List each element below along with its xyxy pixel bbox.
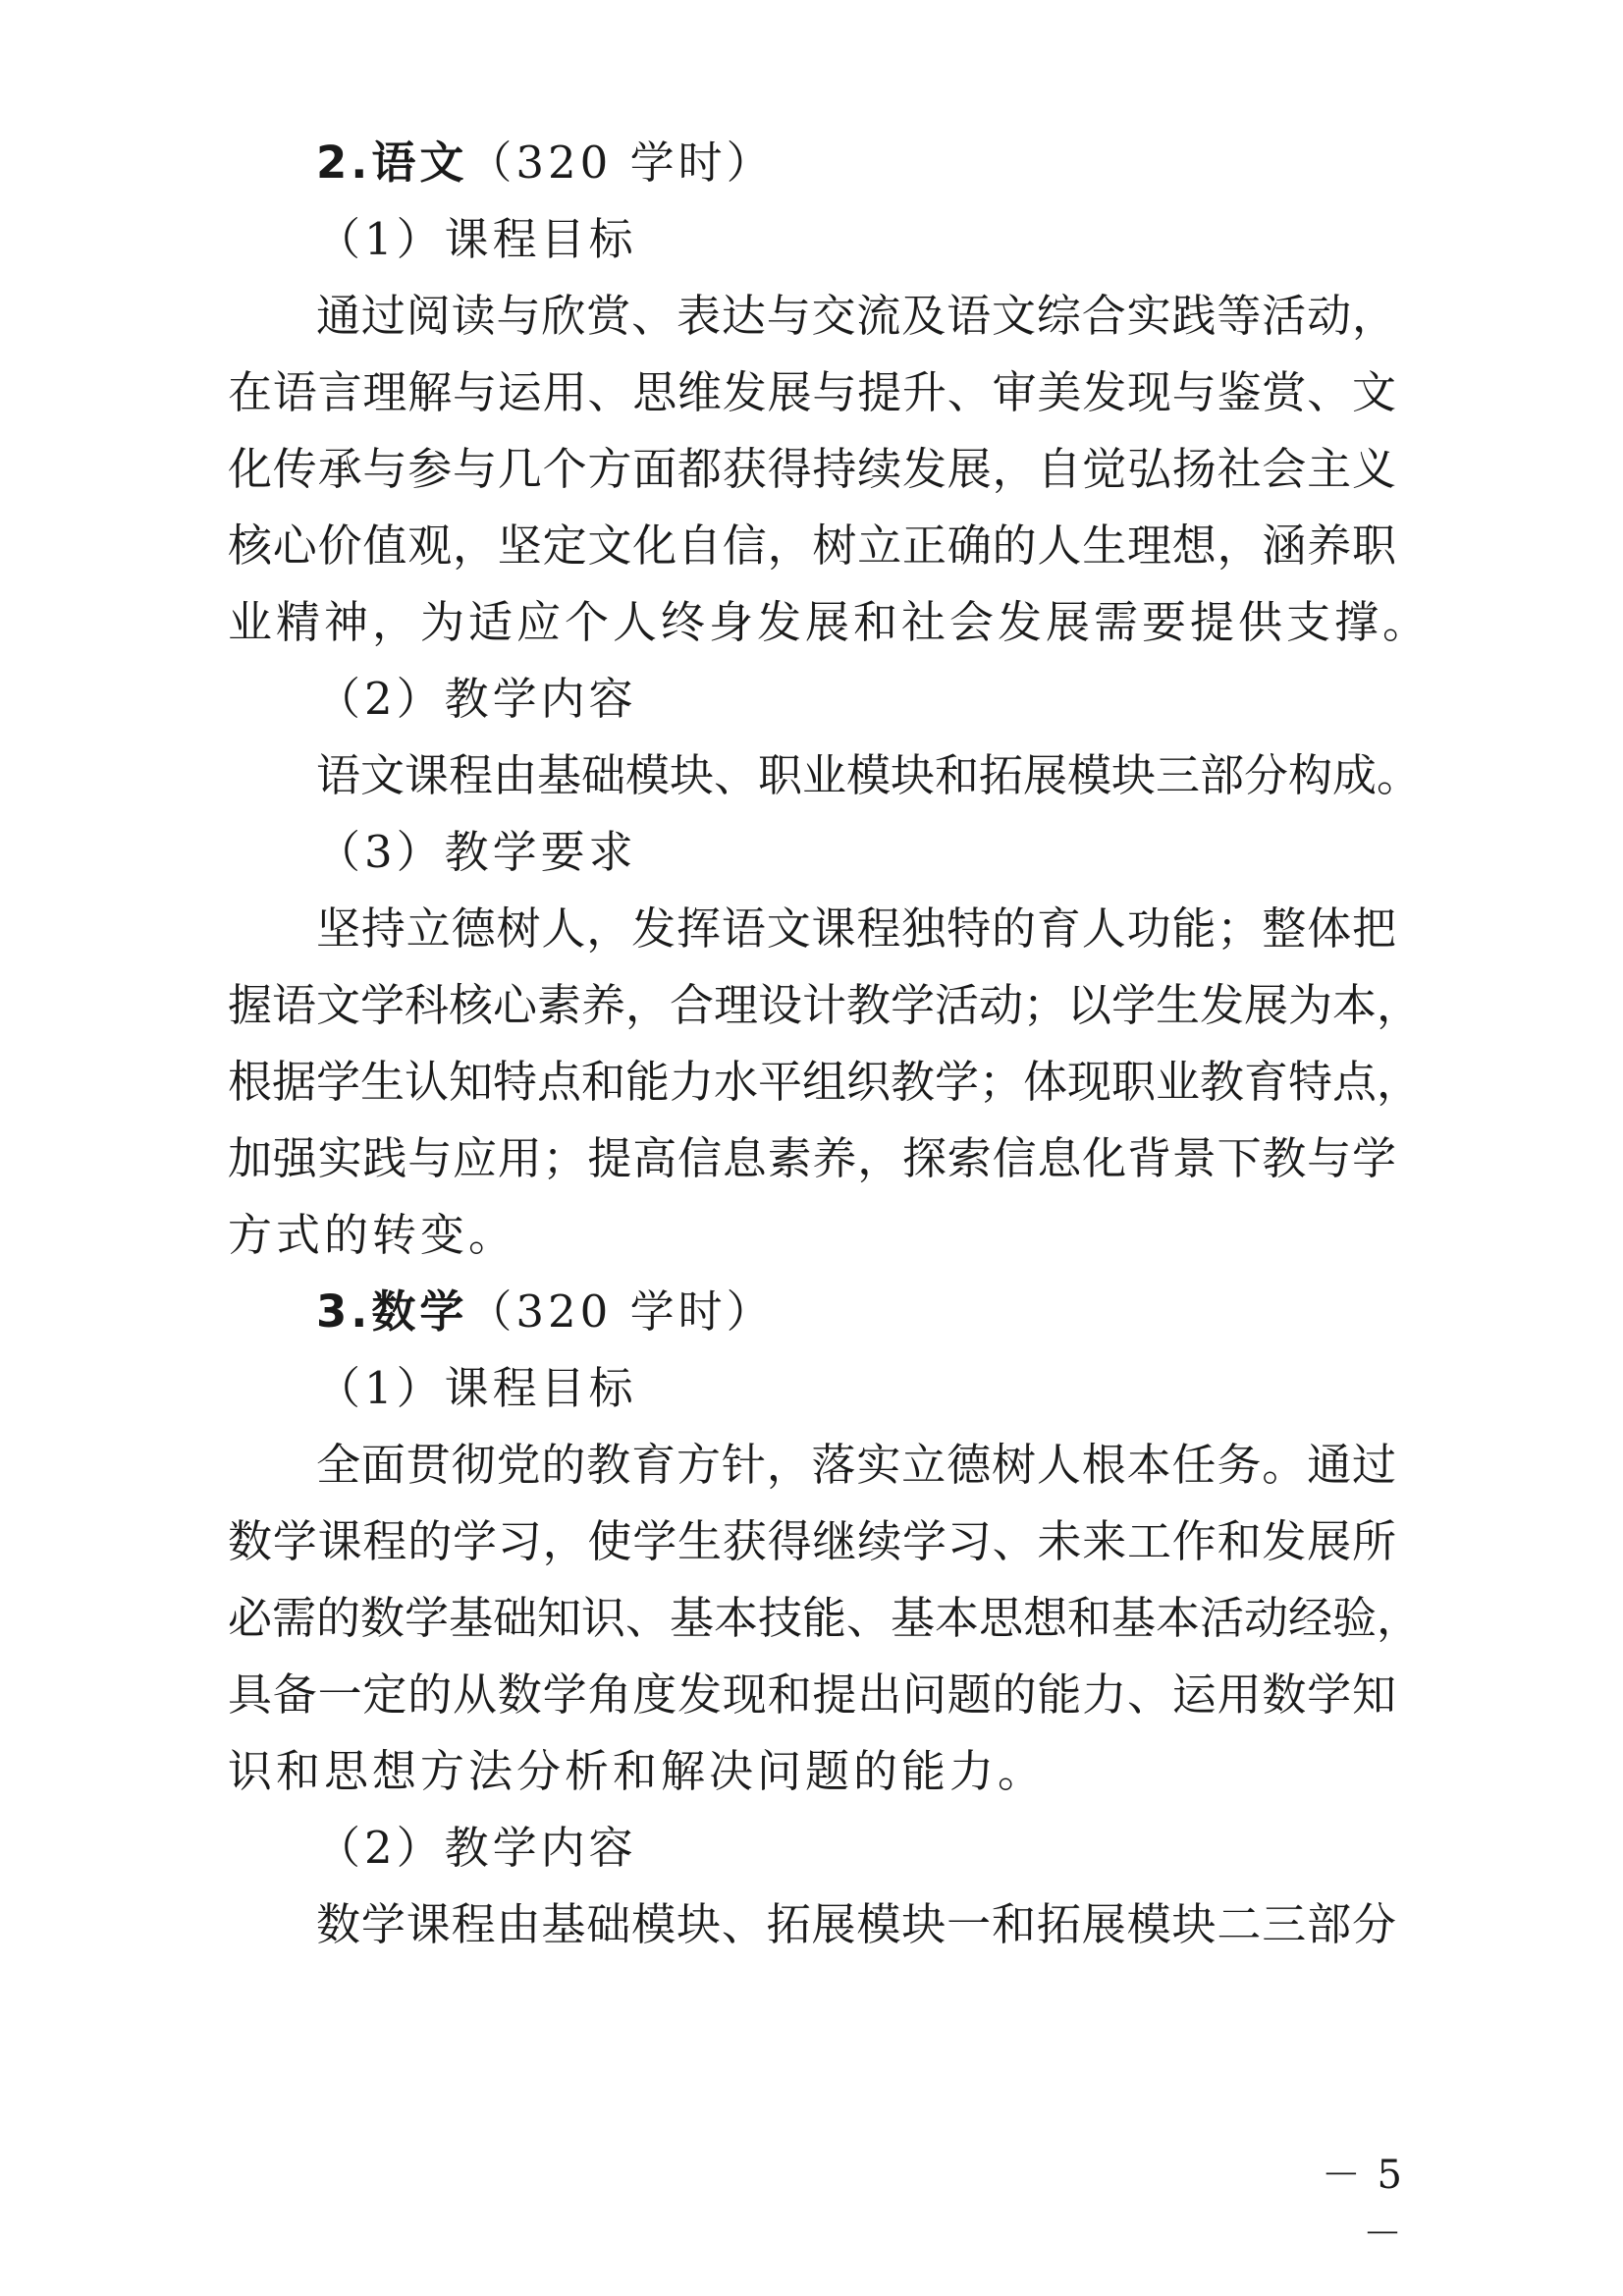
paragraph-line: 识和思想方法分析和解决问题的能力。 bbox=[228, 1745, 1047, 1797]
subheading-teaching-content: （2）教学内容 bbox=[316, 673, 637, 725]
paragraph-line: 在语言理解与运用、思维发展与提升、审美发现与鉴赏、文 bbox=[228, 366, 1396, 418]
paragraph-line: 数学课程由基础模块、拓展模块一和拓展模块二三部分 bbox=[316, 1898, 1396, 1950]
paragraph-line: 数学课程的学习，使学生获得继续学习、未来工作和发展所 bbox=[228, 1515, 1396, 1567]
paragraph-line: 加强实践与应用；提高信息素养，探索信息化背景下教与学 bbox=[228, 1132, 1396, 1184]
subheading-teaching-requirements: （3）教学要求 bbox=[316, 826, 637, 878]
paragraph-line: 业精神，为适应个人终身发展和社会发展需要提供支撑。 bbox=[228, 596, 1432, 648]
paragraph-line: 握语文学科核心素养，合理设计教学活动；以学生发展为本， bbox=[228, 979, 1422, 1031]
paragraph-line: 具备一定的从数学角度发现和提出问题的能力、运用数学知 bbox=[228, 1668, 1396, 1721]
paragraph-line: 必需的数学基础知识、基本技能、基本思想和基本活动经验， bbox=[228, 1592, 1422, 1644]
paragraph-line: 化传承与参与几个方面都获得持续发展，自觉弘扬社会主义 bbox=[228, 443, 1396, 495]
section-hours: （320 学时） bbox=[467, 137, 775, 189]
section-number: 2. bbox=[316, 137, 372, 189]
paragraph-line: 根据学生认知特点和能力水平组织教学；体现职业教育特点， bbox=[228, 1056, 1422, 1108]
paragraph-line: 核心价值观，坚定文化自信，树立正确的人生理想，涵养职 bbox=[228, 519, 1396, 572]
section-number: 3. bbox=[316, 1285, 372, 1338]
paragraph-line: 通过阅读与欣赏、表达与交流及语文综合实践等活动， bbox=[316, 290, 1396, 342]
section-hours: （320 学时） bbox=[467, 1285, 775, 1338]
section-title: 数学 bbox=[371, 1285, 468, 1338]
paragraph-line: 全面贯彻党的教育方针，落实立德树人根本任务。通过 bbox=[316, 1439, 1396, 1491]
section-heading-chinese bbox=[316, 125, 1485, 201]
page-number: － 5 － bbox=[1321, 2153, 1404, 2257]
paragraph-line: 坚持立德树人，发挥语文课程独特的育人功能；整体把 bbox=[316, 902, 1396, 955]
paragraph-line: 方式的转变。 bbox=[228, 1209, 517, 1261]
subheading-course-goal: （1）课程目标 bbox=[316, 1362, 637, 1414]
paragraph-line: 语文课程由基础模块、职业模块和拓展模块三部分构成。 bbox=[316, 749, 1422, 801]
subheading-teaching-content: （2）教学内容 bbox=[316, 1822, 637, 1874]
section-heading-math bbox=[316, 1274, 1485, 1350]
section-title: 语文 bbox=[371, 137, 468, 189]
subheading-course-goal: （1）课程目标 bbox=[316, 213, 637, 265]
